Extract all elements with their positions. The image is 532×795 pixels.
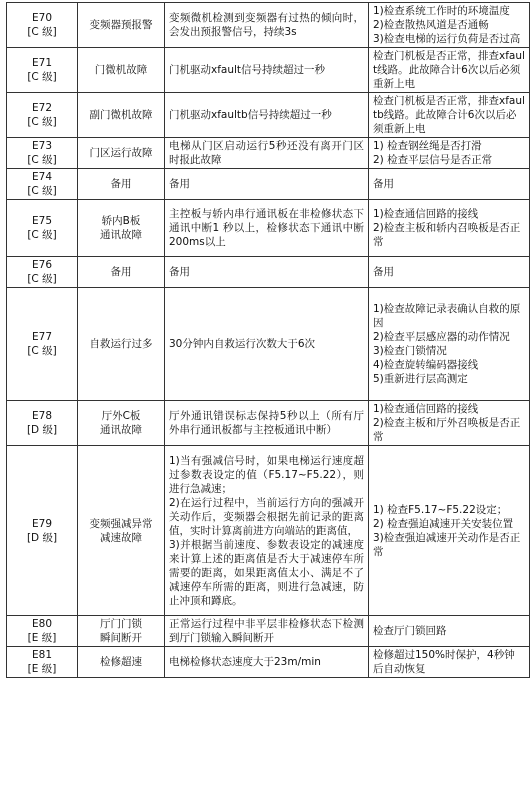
fault-level: [C 级] — [27, 345, 57, 357]
fault-solution-line: 4)检查旋转编码器接线 — [373, 359, 479, 371]
fault-code-cell — [7, 200, 78, 257]
fault-description-cell — [165, 401, 369, 446]
fault-description-line: 主控板与轿内串行通讯板在非检修状态下通讯中断1 秒以上，检修状态下通讯中断200ms以上 — [169, 208, 364, 248]
fault-description-line: 门机驱动xfaultb信号持续超过一秒 — [169, 109, 332, 121]
fault-code: E75 — [32, 215, 52, 227]
fault-description-cell — [165, 169, 369, 200]
fault-description-cell — [165, 647, 369, 678]
fault-level: [D 级] — [26, 424, 58, 436]
fault-code: E76 — [32, 259, 52, 271]
fault-name-line: 门微机故障 — [94, 64, 148, 76]
fault-solution-line: 1) 检查F5.17~F5.22设定； — [373, 503, 508, 516]
fault-level: [C 级] — [27, 229, 57, 241]
fault-solution-line: 3)检查门锁情况 — [373, 345, 447, 357]
fault-solution-line: 2) 检查平层信号是否正常 — [373, 154, 493, 166]
fault-solution-line: 3)检查强迫减速开关动作是否正常 — [373, 531, 521, 558]
fault-solution-line: 2) 检查强迫减速开关安装位置 — [373, 517, 514, 530]
table-row — [7, 48, 530, 93]
fault-solution-line: 1)检查通信回路的接线 — [373, 208, 479, 220]
fault-description-line: 正常运行过程中非平层非检修状态下检测到厅门锁输入瞬间断开 — [169, 618, 364, 644]
fault-solution-line: 2)检查散热风道是否通畅 — [373, 19, 489, 31]
fault-description-cell — [165, 446, 369, 616]
fault-solution-cell — [369, 138, 530, 169]
fault-code: E78 — [32, 410, 52, 422]
fault-code-table — [6, 2, 530, 678]
fault-name-line: 备用 — [110, 266, 132, 278]
table-row — [7, 616, 530, 647]
fault-name-line: 副门微机故障 — [89, 109, 153, 121]
fault-name-line: 备用 — [110, 178, 132, 190]
fault-level: [C 级] — [27, 26, 57, 38]
fault-description-line: 3)并根据当前速度、参数表设定的减速度来计算上述的距离值是否大于减速停车所需要的距离，如果距离值太小、满足不了减速停车所需的距离，则进行急减速，防止冲顶和蹲底。 — [169, 538, 364, 607]
fault-code: E80 — [32, 618, 52, 630]
fault-description-line: 电梯检修状态速度大于23m/min — [169, 656, 321, 668]
fault-description-line: 备用 — [169, 178, 190, 190]
fault-name-line: 减速故障 — [100, 531, 142, 544]
fault-name-line: 变频强减异常 — [89, 517, 153, 530]
fault-name-cell — [78, 647, 165, 678]
fault-description-cell — [165, 200, 369, 257]
fault-level: [C 级] — [27, 116, 57, 128]
fault-solution-line: 1) 检查钢丝绳是否打滑 — [373, 140, 482, 152]
fault-name-line: 通讯故障 — [100, 229, 142, 241]
fault-solution-cell — [369, 257, 530, 288]
fault-code-cell — [7, 446, 78, 616]
fault-name-line: 厅外C板 — [101, 410, 141, 422]
fault-description-line: 门机驱动xfault信号持续超过一秒 — [169, 64, 326, 76]
fault-description-cell — [165, 616, 369, 647]
fault-description-line: 1)当有强减信号时，如果电梯运行速度超过参数表设定的值（F5.17~F5.22），则进行急减速； — [169, 454, 364, 495]
fault-name-cell — [78, 446, 165, 616]
fault-name-cell — [78, 169, 165, 200]
fault-solution-cell — [369, 288, 530, 401]
table-row — [7, 169, 530, 200]
fault-name-cell — [78, 48, 165, 93]
fault-solution-line: 备用 — [373, 266, 394, 278]
fault-name-line: 厅门门锁 — [100, 618, 142, 630]
fault-solution-line: 3)检查电梯的运行负荷是否过高 — [373, 33, 521, 45]
table-row — [7, 647, 530, 678]
fault-code: E79 — [32, 517, 52, 530]
fault-description-line: 电梯从门区启动运行5秒还没有离开门区时报此故障 — [169, 140, 364, 166]
fault-code-cell — [7, 3, 78, 48]
fault-description-cell — [165, 288, 369, 401]
fault-description-line: 2)在运行过程中，当前运行方向的强减开关动作后，变频器会根据先前记录的距离值，实时计算离前进方向端站的距离值， — [169, 496, 364, 537]
fault-solution-cell — [369, 200, 530, 257]
fault-code-cell — [7, 288, 78, 401]
fault-code-cell — [7, 48, 78, 93]
fault-name-line: 检修超速 — [100, 656, 142, 668]
fault-solution-line: 2)检查主板和厅外召唤板是否正常 — [373, 417, 521, 443]
fault-code: E74 — [32, 171, 52, 183]
fault-solution-line: 1)检查通信回路的接线 — [373, 403, 479, 415]
table-row — [7, 257, 530, 288]
fault-level: [C 级] — [27, 273, 57, 285]
fault-name-cell — [78, 257, 165, 288]
fault-description-line: 变频微机检测到变频器有过热的倾向时，会发出预报警信号，持续3s — [169, 12, 364, 38]
fault-solution-cell — [369, 93, 530, 138]
fault-solution-line: 1)检查系统工作时的环境温度 — [373, 5, 510, 17]
fault-code-cell — [7, 401, 78, 446]
fault-solution-line: 检查门机板是否正常，排查xfault线路。此故障合计6次以后必须重新上电 — [373, 50, 525, 90]
fault-solution-cell — [369, 169, 530, 200]
fault-code-cell — [7, 647, 78, 678]
fault-solution-line: 检查门机板是否正常，排查xfaultb线路。此故障合计6次以后必须重新上电 — [373, 95, 525, 135]
fault-name-cell — [78, 288, 165, 401]
fault-description-cell — [165, 257, 369, 288]
fault-solution-cell — [369, 647, 530, 678]
table-row — [7, 446, 530, 616]
fault-name-line: 门区运行故障 — [89, 147, 153, 159]
fault-name-cell — [78, 616, 165, 647]
fault-code-cell — [7, 616, 78, 647]
fault-level: [C 级] — [27, 154, 57, 166]
fault-solution-line: 2)检查平层感应器的动作情况 — [373, 331, 510, 343]
fault-level: [D 级] — [26, 531, 58, 544]
fault-solution-cell — [369, 446, 530, 616]
fault-name-line: 自救运行过多 — [89, 338, 153, 350]
fault-solution-line: 备用 — [373, 178, 394, 190]
table-row — [7, 93, 530, 138]
fault-code-cell — [7, 93, 78, 138]
fault-description-cell — [165, 93, 369, 138]
fault-name-cell — [78, 138, 165, 169]
fault-name-line: 瞬间断开 — [100, 632, 142, 644]
fault-level: [C 级] — [27, 185, 57, 197]
fault-solution-line: 检查厅门锁回路 — [373, 625, 447, 637]
fault-level: [E 级] — [27, 632, 57, 644]
fault-code-cell — [7, 257, 78, 288]
fault-solution-line: 检修超过150%时保护，4秒钟后自动恢复 — [373, 649, 515, 675]
fault-description-cell — [165, 48, 369, 93]
fault-name-cell — [78, 93, 165, 138]
fault-code: E72 — [32, 102, 52, 114]
fault-code: E70 — [32, 12, 52, 24]
fault-solution-line: 2)检查主板和轿内召唤板是否正常 — [373, 222, 521, 248]
fault-code-cell — [7, 138, 78, 169]
fault-name-cell — [78, 3, 165, 48]
fault-name-cell — [78, 200, 165, 257]
table-row — [7, 401, 530, 446]
fault-code: E71 — [32, 57, 52, 69]
fault-name-line: 变频器预报警 — [89, 19, 153, 31]
fault-solution-cell — [369, 48, 530, 93]
fault-solution-line: 1)检查故障记录表确认自救的原因 — [373, 303, 521, 329]
fault-code: E77 — [32, 331, 52, 343]
fault-solution-cell — [369, 3, 530, 48]
fault-code: E73 — [32, 140, 52, 152]
fault-solution-line: 5)重新进行层高测定 — [373, 373, 468, 385]
fault-solution-cell — [369, 401, 530, 446]
table-row — [7, 3, 530, 48]
fault-description-cell — [165, 138, 369, 169]
fault-description-line: 厅外通讯错误标志保持5秒以上（所有厅外串行通讯板都与主控板通讯中断） — [169, 410, 364, 436]
fault-table-body — [7, 3, 530, 678]
fault-name-line: 通讯故障 — [100, 424, 142, 436]
fault-code-cell — [7, 169, 78, 200]
fault-description-line: 30分钟内自救运行次数大于6次 — [169, 338, 316, 350]
fault-solution-cell — [369, 616, 530, 647]
fault-level: [C 级] — [27, 71, 57, 83]
table-row — [7, 288, 530, 401]
table-row — [7, 138, 530, 169]
table-row — [7, 200, 530, 257]
fault-name-line: 轿内B板 — [101, 215, 141, 227]
fault-level: [E 级] — [27, 663, 57, 675]
fault-name-cell — [78, 401, 165, 446]
fault-code: E81 — [32, 649, 52, 661]
fault-description-line: 备用 — [169, 266, 190, 278]
fault-description-cell — [165, 3, 369, 48]
